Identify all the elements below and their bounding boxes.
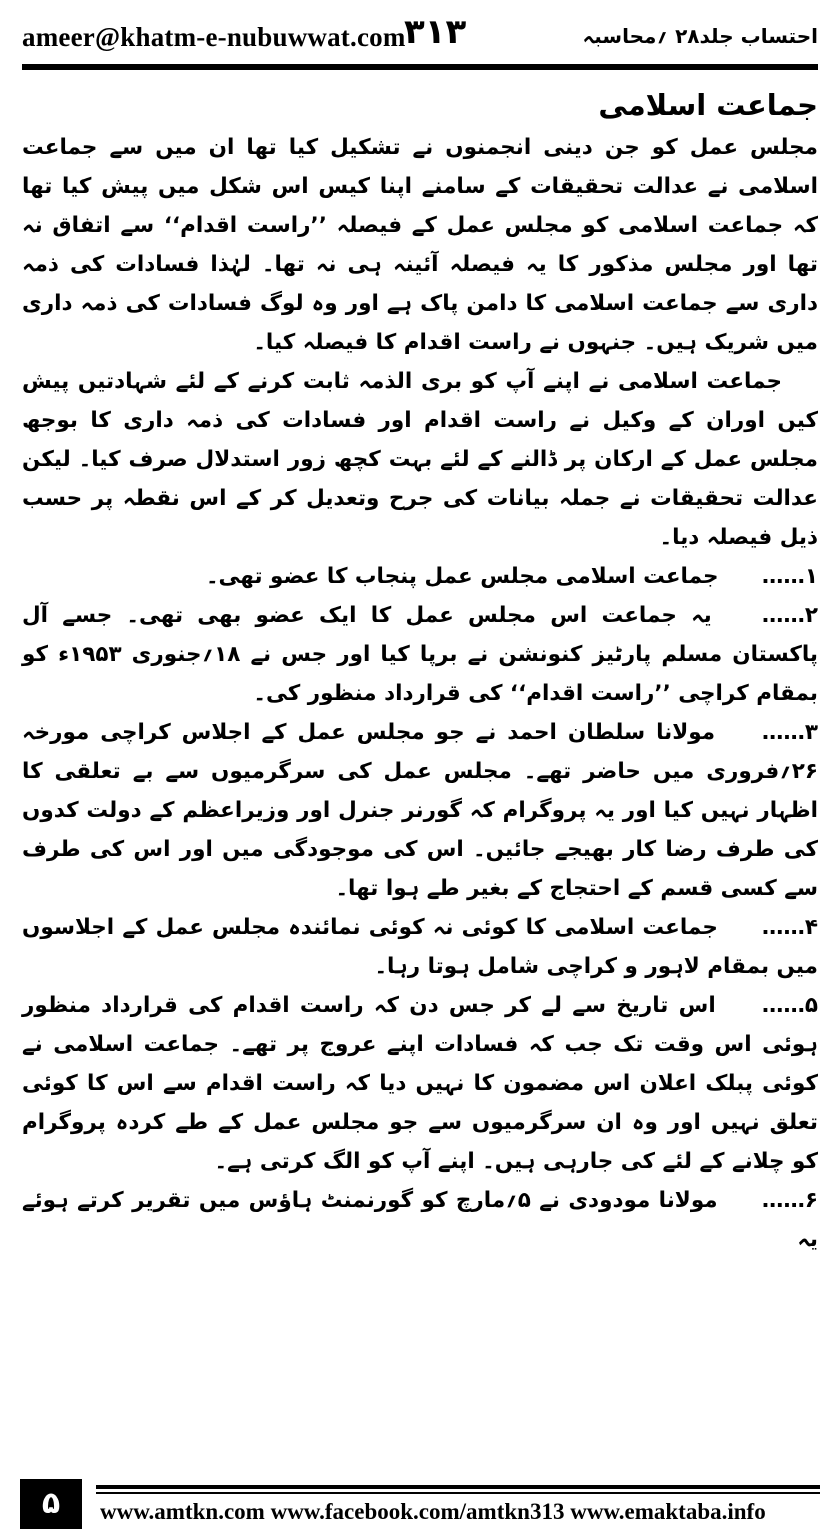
page-footer [20, 1485, 820, 1529]
list-marker: ۵…… [761, 993, 818, 1018]
running-head: احتساب جلد۲۸ ؍محاسبہ [582, 24, 818, 48]
footer-page-box: ۵ [20, 1479, 82, 1529]
list-item-text: مولانا سلطان احمد نے جو مجلس عمل کے اجلاس کراچی مورخہ ۲۶؍فروری میں حاضر تھے۔ مجلس عمل کی سرگرمیوں سے بے تعلقی کا اظہار نہیں کیا اور یہ پروگرام کہ گورنر جنرل اور وزیراعظم کے دولت کدوں کی طرف رضا کار بھیجے جائیں۔ اس کی موجودگی میں اور اس کی طرف سے کسی قسم کے احتجاج کے بغیر طے ہوا تھا۔ [22, 720, 818, 901]
list-item [22, 1181, 818, 1259]
list-item [22, 908, 818, 986]
list-item-text: یہ جماعت اس مجلس عمل کا ایک عضو بھی تھی۔ جسے آل پاکستان مسلم پارٹیز کنونشن نے برپا کیا اور جس نے ۱۸؍جنوری ۱۹۵۳ء کو بمقام کراچی ’’راست اقدام‘‘ کی قرارداد منظور کی۔ [22, 603, 818, 706]
article-body [22, 82, 818, 1259]
footer-links[interactable]: www.amtkn.com www.facebook.com/amtkn313 www.emaktaba.info [100, 1499, 766, 1524]
list-item [22, 986, 818, 1181]
list-item-text: اس تاریخ سے لے کر جس دن کہ راست اقدام کی قرارداد منظور ہوئی اس وقت تک جب کہ فسادات اپنے عروج پر تھے۔ جماعت اسلامی نے کوئی پبلک اعلان اس مضمون کا نہیں دیا کہ راست اقدام سے اس کا کوئی تعلق نہیں اور وہ ان سرگرمیوں سے جو مجلس عمل کے طے کردہ پروگرام کو چلانے کے لئے کی جارہی ہیں۔ اپنے آپ کو الگ کرتی ہے۔ [22, 993, 818, 1174]
list-item-text: جماعت اسلامی کا کوئی نہ کوئی نمائندہ مجلس عمل کے اجلاسوں میں بمقام لاہور و کراچی شامل ہوتا رہا۔ [22, 915, 818, 979]
email-address: ameer@khatm-e-nubuwwat.com [22, 22, 406, 52]
page-number: ۳۱۳ [404, 12, 467, 52]
list-item [22, 557, 818, 596]
footer-rule-thin [96, 1492, 820, 1494]
header-rule [22, 64, 818, 70]
list-marker: ۴…… [761, 915, 818, 940]
list-marker: ۱…… [761, 564, 818, 589]
list-item [22, 713, 818, 908]
footer-rule [96, 1485, 820, 1489]
list-item-text: جماعت اسلامی مجلس عمل پنجاب کا عضو تھی۔ [205, 564, 719, 589]
paragraph-2: جماعت اسلامی نے اپنے آپ کو بری الذمہ ثابت کرنے کے لئے شہادتیں پیش کیں اوران کے وکیل نے راست اقدام اور فسادات کی ذمہ داری کا بوجھ مجلس عمل کے ارکان پر ڈالنے کے لئے بہت کچھ زور استدلال صرف کیا۔ لیکن عدالت تحقیقات نے جملہ بیانات کی جرح وتعدیل کر کے اس نقطہ پر حسب ذیل فیصلہ دیا۔ [22, 369, 818, 550]
list-marker: ۲…… [761, 603, 818, 628]
list-marker: ۶…… [761, 1188, 818, 1213]
page-header [22, 12, 818, 64]
section-heading: جماعت اسلامی [598, 88, 818, 122]
paragraph-1: مجلس عمل کو جن دینی انجمنوں نے تشکیل کیا تھا ان میں سے جماعت اسلامی نے عدالت تحقیقات کے سامنے اپنا کیس اس شکل میں پیش کیا تھا کہ جماعت اسلامی کو مجلس عمل کے فیصلہ ’’راست اقدام‘‘ سے اتفاق نہ تھا اور مجلس مذکور کا یہ فیصلہ آئینہ ہی نہ تھا۔ لہٰذا فسادات کی ذمہ داری سے جماعت اسلامی کا دامن پاک ہے اور وہ لوگ فسادات کی ذمہ داری میں شریک ہیں۔ جنہوں نے راست اقدام کا فیصلہ کیا۔ [22, 135, 818, 355]
list-item [22, 596, 818, 713]
list-marker: ۳…… [761, 720, 818, 745]
list-item-text: مولانا مودودی نے ۵؍مارچ کو گورنمنٹ ہاؤس میں تقریر کرتے ہوئے یہ [22, 1188, 818, 1252]
